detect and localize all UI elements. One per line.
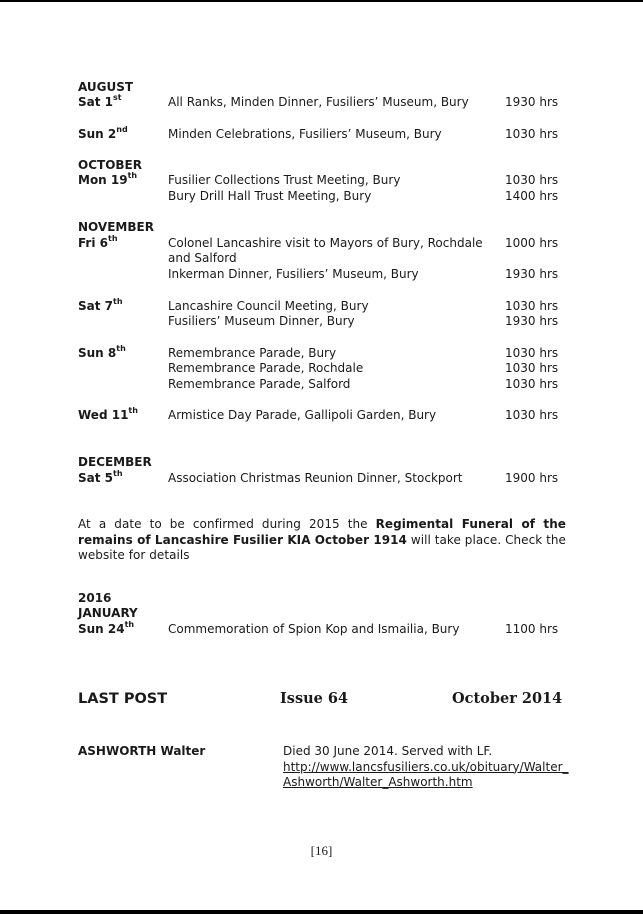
notice-text: At a date to be confirmed during 2015 the: [78, 517, 376, 531]
event-time: 1100 hrs: [505, 622, 559, 636]
day-text: Sun 8: [78, 346, 117, 360]
link-line: Ashworth/Walter_Ashworth.htm: [283, 775, 473, 789]
year-heading-2016: 2016: [78, 591, 112, 605]
bottom-border: [0, 910, 643, 914]
event-text: Remembrance Parade, Salford: [168, 377, 351, 391]
obituary-details: [283, 744, 573, 791]
day-suffix: st: [113, 93, 122, 102]
day-suffix: th: [127, 171, 138, 180]
event-text: Armistice Day Parade, Gallipoli Garden, Bury: [168, 408, 437, 422]
event-text: Remembrance Parade, Rochdale: [168, 361, 364, 375]
top-border: [0, 0, 643, 2]
event-text: Association Christmas Reunion Dinner, Stockport: [168, 471, 463, 485]
day-label: [78, 236, 118, 250]
event-text: Inkerman Dinner, Fusiliers’ Museum, Bury: [168, 267, 419, 281]
day-suffix: th: [108, 234, 118, 243]
event-time: 1030 hrs: [505, 361, 559, 375]
page-number: [16]: [310, 843, 333, 858]
day-suffix: th: [128, 406, 138, 415]
obituary-text: Died 30 June 2014. Served with LF.: [283, 744, 493, 758]
obituary-link[interactable]: [283, 760, 573, 791]
day-text: Wed 11: [78, 408, 129, 422]
day-text: Sat 7: [78, 299, 114, 313]
issue-date: October 2014: [452, 690, 563, 707]
day-text: Sat 5: [78, 471, 114, 485]
event-time: 1930 hrs: [505, 314, 559, 328]
issue-number: Issue 64: [280, 690, 349, 707]
event-time: 1030 hrs: [505, 173, 559, 187]
month-heading-october: OCTOBER: [78, 158, 142, 172]
event-text: Bury Drill Hall Trust Meeting, Bury: [168, 189, 372, 203]
event-time: 1930 hrs: [505, 267, 559, 281]
month-heading-november: NOVEMBER: [78, 220, 154, 234]
event-text: All Ranks, Minden Dinner, Fusiliers’ Museum, Bury: [168, 95, 469, 109]
day-label: [78, 622, 134, 636]
last-post-title: LAST POST: [78, 691, 168, 707]
event-time: 1000 hrs: [505, 236, 559, 250]
day-text: Sun 24: [78, 622, 125, 636]
event-text: Lancashire Council Meeting, Bury: [168, 299, 369, 313]
day-suffix: nd: [116, 125, 128, 134]
event-text: Remembrance Parade, Bury: [168, 346, 337, 360]
event-text: Commemoration of Spion Kop and Ismailia, Bury: [168, 622, 460, 636]
day-label: [78, 346, 126, 360]
day-suffix: th: [113, 297, 123, 306]
day-text: Mon 19: [78, 173, 128, 187]
event-time: 1930 hrs: [505, 95, 559, 109]
event-time: 1030 hrs: [505, 408, 559, 422]
event-time: 1900 hrs: [505, 471, 559, 485]
month-heading-august: AUGUST: [78, 80, 134, 94]
event-time: 1030 hrs: [505, 127, 559, 141]
day-text: Sat 1: [78, 95, 114, 109]
day-text: Sun 2: [78, 127, 117, 141]
link-line: http://www.lancsfusiliers.co.uk/obituary/Walter_: [283, 759, 569, 774]
event-time: 1400 hrs: [505, 189, 559, 203]
event-time: 1030 hrs: [505, 377, 559, 391]
month-heading-january: JANUARY: [78, 606, 138, 620]
event-text: Fusilier Collections Trust Meeting, Bury: [168, 173, 401, 187]
day-label: [78, 299, 123, 313]
day-suffix: th: [116, 344, 126, 353]
day-suffix: th: [124, 620, 135, 629]
notice-text: will take place. Check the website for details: [78, 532, 566, 562]
event-time: 1030 hrs: [505, 299, 559, 313]
day-text: Fri 6: [78, 236, 108, 250]
month-heading-december: DECEMBER: [78, 455, 152, 469]
day-suffix: th: [113, 469, 123, 478]
notice-bold-text: Regimental Funeral of the remains of Lancashire Fusilier KIA October 1914: [78, 517, 566, 547]
funeral-notice: [78, 517, 566, 564]
event-text: Minden Celebrations, Fusiliers’ Museum, Bury: [168, 127, 442, 141]
event-text: Fusiliers’ Museum Dinner, Bury: [168, 314, 355, 328]
event-time: 1030 hrs: [505, 346, 559, 360]
day-label: [78, 471, 123, 485]
event-text: Colonel Lancashire visit to Mayors of Bury, Rochdale and Salford: [168, 236, 483, 265]
day-label: [78, 408, 138, 422]
day-label: [78, 127, 128, 141]
obituary-name: ASHWORTH Walter: [78, 744, 206, 758]
day-label: [78, 173, 137, 187]
day-label: [78, 95, 122, 109]
